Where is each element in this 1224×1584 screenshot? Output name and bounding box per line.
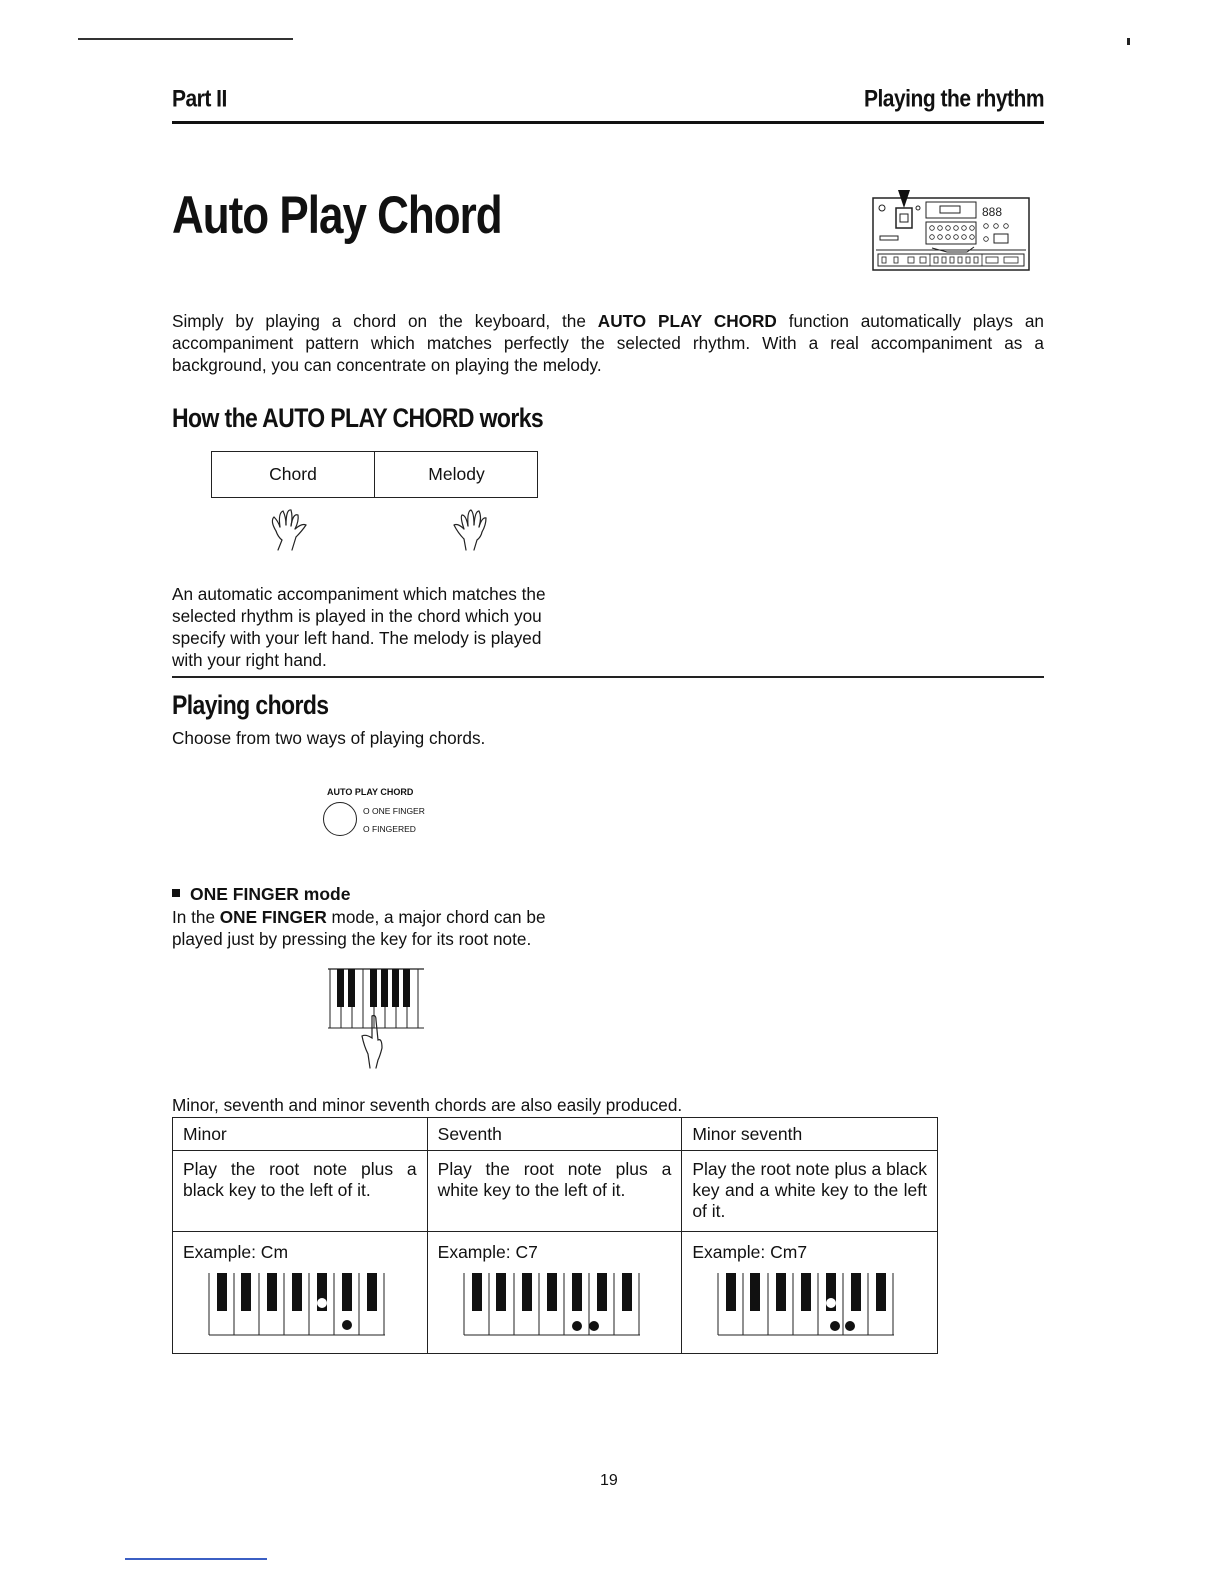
minor-seventh-example-label: Example: Cm7 xyxy=(692,1242,808,1262)
minor-description: Play the root note plus a black key to the left of it. xyxy=(173,1151,428,1232)
heading-how-works: How the AUTO PLAY CHORD works xyxy=(172,403,544,433)
bullet-square-icon xyxy=(172,889,180,897)
minor-example-label: Example: Cm xyxy=(183,1242,289,1262)
apc-button[interactable] xyxy=(323,802,357,836)
seventh-description: Play the root note plus a white key to the left of it. xyxy=(427,1151,682,1232)
header-section: Playing the rhythm xyxy=(863,86,1044,113)
bottom-scan-line xyxy=(125,1558,267,1560)
chord-types-table xyxy=(172,1117,938,1354)
apc-option-fingered: O FINGERED xyxy=(363,824,416,834)
top-scan-line xyxy=(78,38,293,40)
minor-seventh-header: Minor seventh xyxy=(682,1118,938,1151)
table-intro: Minor, seventh and minor seventh chords are also easily produced. xyxy=(172,1095,683,1115)
minor-seventh-example-cell xyxy=(682,1232,938,1354)
right-hand-icon xyxy=(444,507,496,551)
melody-cell: Melody xyxy=(428,464,485,484)
seventh-example-label: Example: C7 xyxy=(437,1242,538,1262)
heading-playing-chords: Playing chords xyxy=(172,690,329,720)
how-description: An automatic accompaniment which matches the selected rhythm is played in the chord which you specify with your left hand. The melody is played with your right hand. xyxy=(172,584,546,670)
apc-option-one-finger: O ONE FINGER xyxy=(363,806,425,816)
minor-keyboard-icon xyxy=(207,1271,387,1337)
seventh-header: Seventh xyxy=(427,1118,682,1151)
page-number: 19 xyxy=(600,1472,618,1489)
left-hand-icon xyxy=(262,507,314,551)
seventh-keyboard-icon xyxy=(462,1271,642,1337)
minor-seventh-description: Play the root note plus a black key and a white key to the left of it. xyxy=(682,1151,938,1232)
corner-mark xyxy=(1127,38,1130,45)
minor-header: Minor xyxy=(173,1118,428,1151)
svg-text:888: 888 xyxy=(982,205,1003,219)
section-rule xyxy=(172,676,1044,678)
chord-cell: Chord xyxy=(212,452,375,497)
keyboard-panel-icon xyxy=(872,190,1030,272)
one-finger-description: In the ONE FINGER mode, a major chord can be played just by pressing the key for its root note. xyxy=(172,907,546,949)
playing-subtitle: Choose from two ways of playing chords. xyxy=(172,728,486,748)
header-part: Part II xyxy=(172,86,227,113)
intro-bold: AUTO PLAY CHORD xyxy=(597,311,777,331)
minor-example-cell xyxy=(173,1232,428,1354)
chord-melody-diagram xyxy=(211,451,538,498)
intro-paragraph: Simply by playing a chord on the keyboard, the AUTO PLAY CHORD function automatically plays an accompaniment pattern which matches perfectly the selected rhythm. With a real accompaniment as a background, you can concentrate on playing the melody. xyxy=(172,311,1044,375)
header-rule xyxy=(172,121,1044,124)
one-finger-heading: ONE FINGER mode xyxy=(172,884,350,905)
one-finger-keyboard-icon xyxy=(326,968,426,1070)
seventh-example-cell xyxy=(427,1232,682,1354)
page-title: Auto Play Chord xyxy=(172,186,502,245)
apc-panel-label: AUTO PLAY CHORD xyxy=(327,787,414,797)
minor-seventh-keyboard-icon xyxy=(716,1271,896,1337)
